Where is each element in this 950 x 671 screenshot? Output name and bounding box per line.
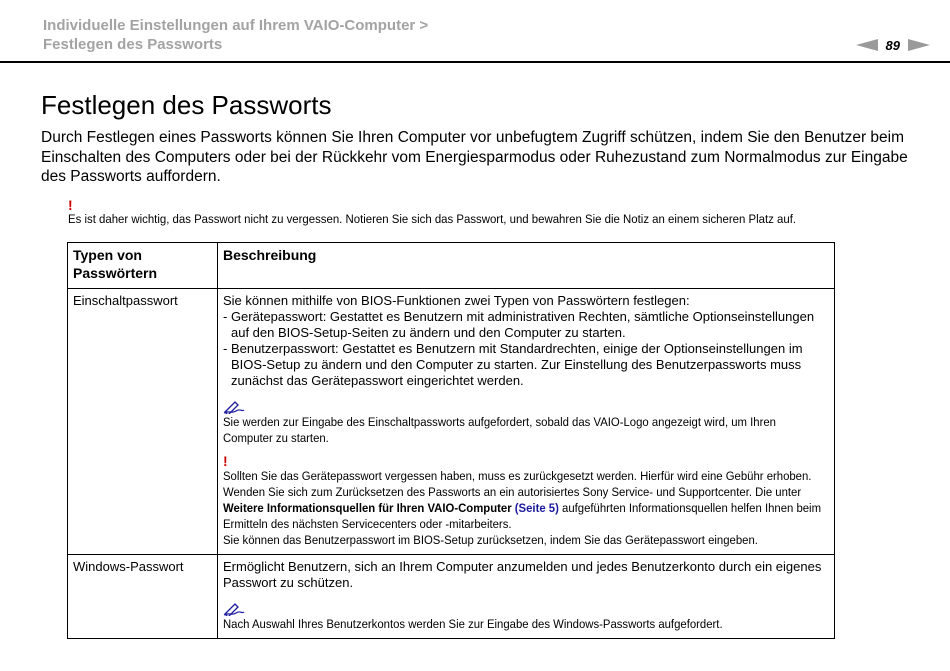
description-line: Ermöglicht Benutzern, sich an Ihrem Computer anzumelden und jedes Benutzerkonto durch ein eigenes Passwort zu schützen.	[223, 559, 822, 590]
page-header	[0, 0, 950, 63]
intro-paragraph: Durch Festlegen eines Passworts können Sie Ihren Computer vor unbefugtem Zugriff schützen, indem Sie den Benutzer beim Einschalten des Computers oder bei der Rückkehr vom Energiesparmodus oder Ruhezustand zum Normalmodus zur Eingabe des Passworts auffordern.	[41, 129, 908, 185]
page-navigation	[856, 35, 930, 55]
warning-icon: !	[223, 453, 228, 469]
warning-text-part: aufgeführten Informationsquellen helfen Ihnen beim Ermitteln des nächsten Servicecenters oder -mitarbeiters.	[223, 501, 822, 531]
description-line: Sie können mithilfe von BIOS-Funktionen zwei Typen von Passwörtern festlegen:	[223, 293, 690, 308]
warning-text	[223, 468, 826, 548]
warning-text-part: Sie können das Benutzerpasswort im BIOS-Setup zurücksetzen, indem Sie das Gerätepasswort eingeben.	[223, 533, 758, 547]
warning-text-part: Sollten Sie das Gerätepasswort vergessen haben, muss es zurückgesetzt werden. Hierfür wird eine Gebühr erhoben. Wenden Sie sich zum Zurücksetzen des Passworts an ein autorisiertes Sony Service- und Supportcenter. Die unter	[223, 469, 812, 499]
note-text: Sie werden zur Eingabe des Einschaltpassworts aufgefordert, sobald das VAIO-Logo angezeigt wird, um Ihren Computer zu starten.	[223, 415, 776, 445]
list-item: - Benutzerpasswort: Gestattet es Benutzern mit Standardrechten, einige der Optionseinstellungen im BIOS-Setup zu ändern und den Computer zu starten. Zur Einstellung des Benutzerpassworts muss zunächst das Gerätepasswort eingerichtet werden.	[223, 341, 803, 388]
table-row	[68, 555, 835, 639]
breadcrumb	[43, 16, 428, 54]
list-item: - Gerätepasswort: Gestattet es Benutzern mit administrativen Rechten, sämtliche Optionseinstellungen auf den BIOS-Setup-Seiten zu ändern und den Computer zu starten.	[223, 309, 815, 340]
page-number: 89	[885, 37, 900, 53]
table-header-row	[68, 243, 835, 289]
breadcrumb-current: Festlegen des Passworts	[43, 36, 223, 53]
description-cell	[218, 289, 835, 555]
column-header-type: Typen von Passwörtern	[68, 243, 218, 289]
note-text: Nach Auswahl Ihres Benutzerkontos werden Sie zur Eingabe des Windows-Passworts aufgefordert.	[223, 617, 723, 631]
password-type-cell: Windows-Passwort	[68, 555, 218, 639]
description-cell	[218, 555, 835, 639]
page-link[interactable]: (Seite 5)	[514, 501, 559, 515]
triangle-left-icon[interactable]	[856, 39, 878, 51]
pencil-note-icon	[223, 601, 245, 616]
reference-title: Weitere Informationsquellen für Ihren VAIO-Computer	[223, 501, 512, 515]
pencil-note-icon	[223, 399, 245, 414]
breadcrumb-section[interactable]: Individuelle Einstellungen auf Ihrem VAIO-Computer >	[43, 17, 429, 34]
triangle-right-icon[interactable]	[908, 39, 930, 51]
password-type-cell: Einschaltpasswort	[68, 289, 218, 555]
warning-text: Es ist daher wichtig, das Passwort nicht zu vergessen. Notieren Sie sich das Passwort, und bewahren Sie die Notiz an einem sicheren Platz auf.	[68, 212, 797, 226]
warning-icon: !	[68, 197, 73, 213]
column-header-description: Beschreibung	[218, 243, 835, 289]
page-title: Festlegen des Passworts	[41, 90, 332, 120]
table-row	[68, 289, 835, 555]
password-types-table	[67, 242, 835, 639]
